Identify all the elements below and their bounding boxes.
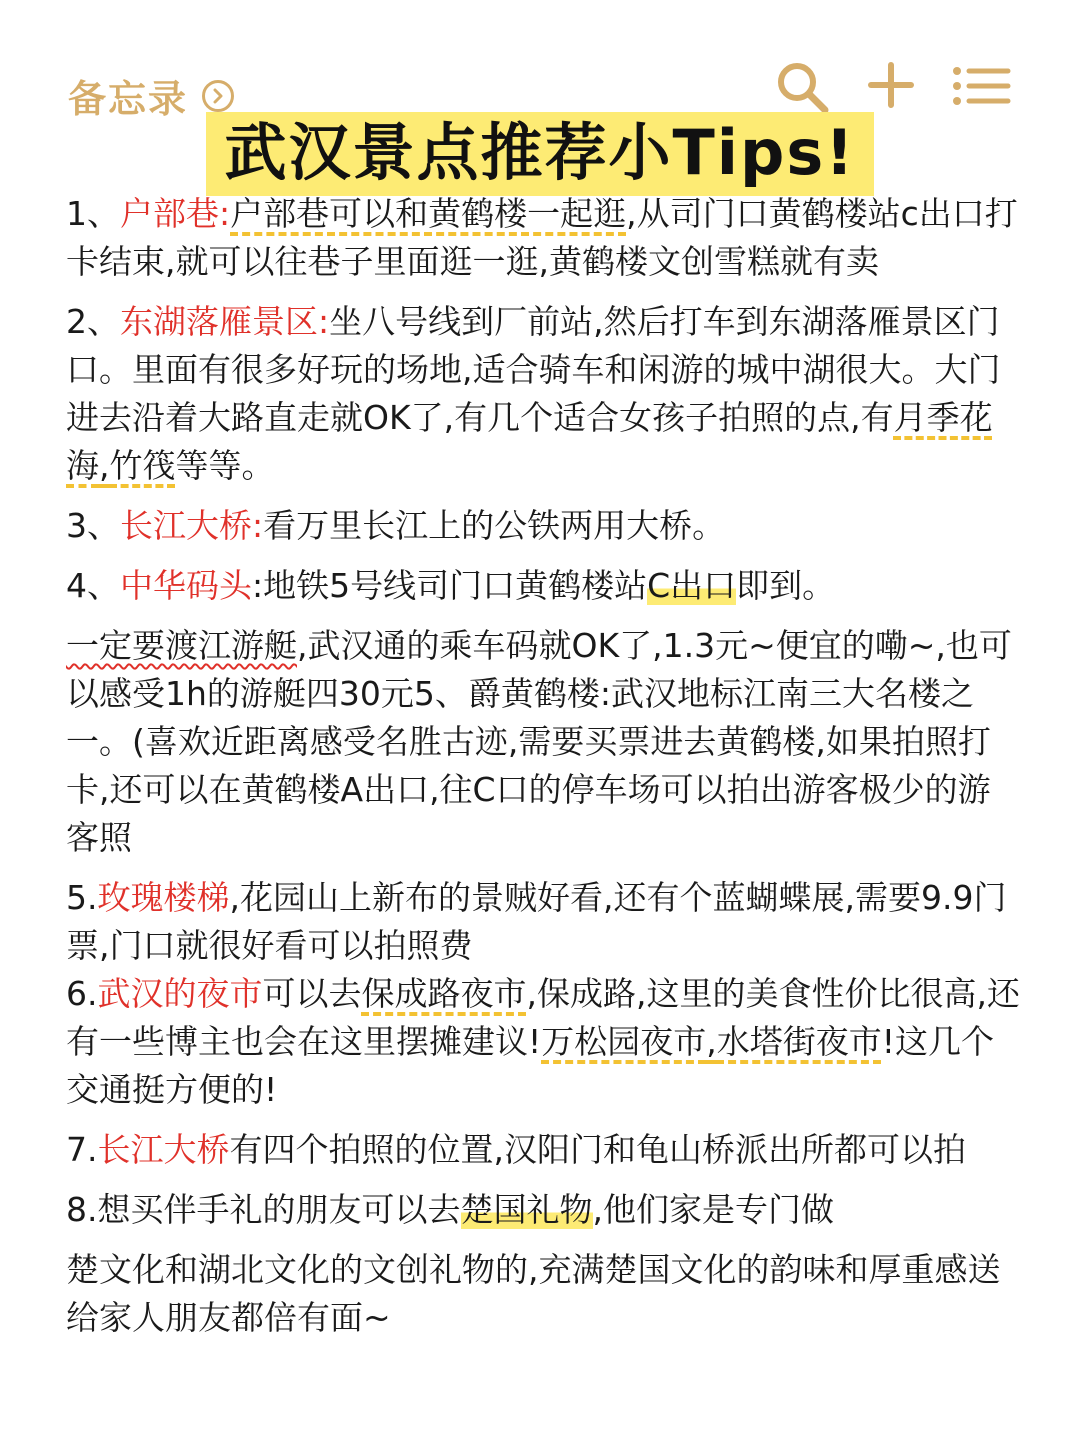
back-label: 备忘录	[68, 77, 189, 121]
tip-text: 即到。	[736, 566, 836, 605]
tip-text: 等等。	[175, 446, 275, 485]
chevron-right-icon	[202, 80, 234, 112]
tip-spot-name: 户部巷:	[120, 194, 231, 233]
tip-3	[66, 502, 1021, 550]
underlined-phrase: 保成路夜市	[361, 974, 527, 1013]
tip-spot-name: 武汉的夜市	[97, 974, 263, 1013]
tip-text: ,他们家是专门做	[592, 1190, 834, 1229]
tip-number: 5.	[66, 878, 98, 917]
underlined-phrase: 万松园夜市	[541, 1022, 707, 1061]
tip-text: 有四个拍照的位置,汉阳门和龟山桥派出所都可以拍	[229, 1130, 966, 1169]
note-body	[66, 190, 1021, 1354]
tip-text: 可以去	[262, 974, 362, 1013]
tip-text: ,从司门口黄鹤楼站c出口打卡结束,就可以往巷子里面逛一逛,黄鹤楼文创雪糕就有卖	[66, 194, 1018, 281]
page-title: 武汉景点推荐小Tips!	[206, 112, 873, 196]
underlined-separator: ,	[706, 1022, 717, 1061]
tip-5	[66, 874, 1021, 970]
tip-text: 看万里长江上的公铁两用大桥。	[263, 506, 726, 545]
highlighted-phrase: C出口	[647, 566, 737, 605]
tip-7	[66, 1126, 1021, 1174]
plus-icon[interactable]	[868, 62, 914, 112]
wavy-underlined-phrase: 一定要渡江游艇	[66, 626, 297, 665]
tip-text: ,保成路,这里的美食性价比很高,还有一些博主也会在这里摆摊建议!	[66, 974, 1020, 1061]
tip-spot-name: 玫瑰楼梯	[97, 878, 230, 917]
underlined-phrase: 月季花海	[66, 398, 993, 485]
tip-text: ,武汉通的乘车码就OK了,1.3元~便宜的嘞~,也可以感受1h的游艇四30元5、爵黄鹤楼:武汉地标江南三大名楼之一。(喜欢近距离感受名胜古迹,需要买票进去黄鹤楼,如果拍照打卡,还可以在黄鹤楼A出口,往C口的停车场可以拍出游客极少的游客照	[66, 626, 1012, 857]
list-icon[interactable]	[952, 66, 1012, 110]
tip-8-continued	[66, 1246, 1021, 1342]
tip-number: 4、	[66, 566, 120, 605]
tip-text: 楚文化和湖北文化的文创礼物的,充满楚国文化的韵味和厚重感送给家人朋友都倍有面~	[66, 1250, 1001, 1337]
highlighted-phrase: 楚国礼物	[460, 1190, 593, 1229]
tip-4-continued	[66, 622, 1021, 862]
tip-spot-name: 长江大桥:	[120, 506, 264, 545]
tip-text: 8.想买伴手礼的朋友可以去	[66, 1190, 461, 1229]
underlined-separator: ,	[99, 446, 110, 485]
tip-number: 1、	[66, 194, 120, 233]
top-bar	[0, 0, 1080, 120]
tip-text: :地铁5号线司门口黄鹤楼站	[252, 566, 648, 605]
tip-6	[66, 970, 1021, 1114]
tip-text: ,花园山上新布的景贼好看,还有个蓝蝴蝶展,需要9.9门票,门口就很好看可以拍照费	[66, 878, 1007, 965]
tip-number: 2、	[66, 302, 120, 341]
search-icon[interactable]	[775, 60, 831, 120]
underlined-phrase: 竹筏	[109, 446, 176, 485]
tip-spot-name: 长江大桥	[97, 1130, 230, 1169]
tip-number: 6.	[66, 974, 98, 1013]
tip-2	[66, 298, 1021, 490]
tip-8	[66, 1186, 1021, 1234]
tip-spot-name: 东湖落雁景区:	[120, 302, 330, 341]
underlined-phrase: 水塔街夜市	[716, 1022, 882, 1061]
tip-1	[66, 190, 1021, 286]
underlined-phrase: 户部巷可以和黄鹤楼一起逛	[230, 194, 627, 233]
tip-spot-name: 中华码头	[120, 566, 252, 605]
tip-number: 3、	[66, 506, 120, 545]
tip-text: !这几个交通挺方便的!	[66, 1022, 994, 1109]
tip-number: 7.	[66, 1130, 98, 1169]
tip-text: 坐八号线到厂前站,然后打车到东湖落雁景区门口。里面有很多好玩的场地,适合骑车和闲游的城中湖很大。大门进去沿着大路直走就OK了,有几个适合女孩子拍照的点,有	[66, 302, 1001, 437]
tip-4	[66, 562, 1021, 610]
title-wrapper	[0, 112, 1080, 196]
